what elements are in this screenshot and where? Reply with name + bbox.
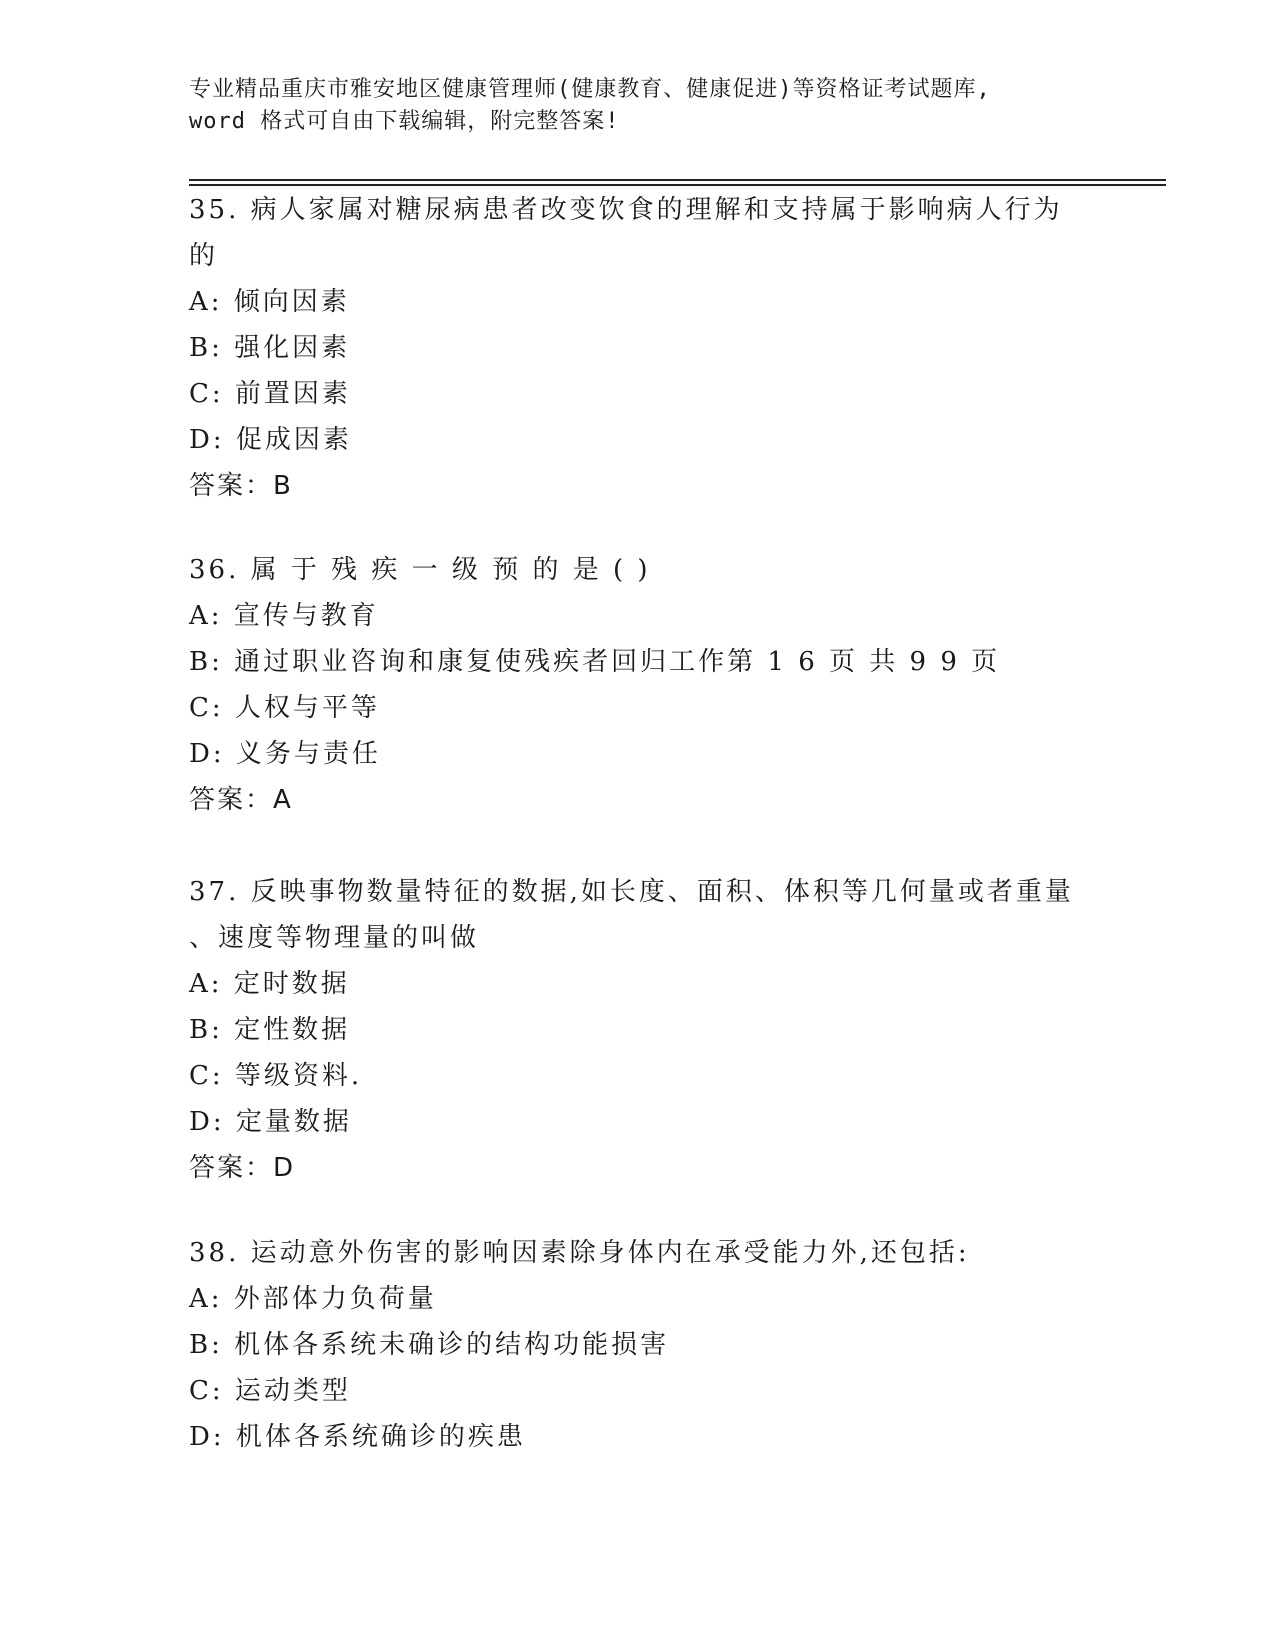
question-stem: 35. 病人家属对糖尿病患者改变饮食的理解和支持属于影响病人行为 [189, 195, 1063, 225]
answer-label: 答案：B [189, 471, 293, 501]
option-a: A: 宣传与教育 [189, 601, 379, 631]
option-c: C: 人权与平等 [189, 693, 380, 723]
question-stem: 、速度等物理量的叫做 [189, 923, 480, 953]
option-b: B: 机体各系统未确诊的结构功能损害 [189, 1330, 670, 1360]
option-d: D: 义务与责任 [189, 739, 381, 769]
option-b: B: 通过职业咨询和康复使残疾者回归工作第 1 6 页 共 9 9 页 [189, 647, 1001, 677]
answer-label: 答案：D [189, 1153, 296, 1183]
question-stem: 36. 属 于 残 疾 一 级 预 的 是 ( ) [189, 555, 651, 585]
option-d: D: 机体各系统确诊的疾患 [189, 1422, 526, 1452]
question-stem: 37. 反映事物数量特征的数据,如长度、面积、体积等几何量或者重量 [189, 877, 1074, 907]
header-line-1: 专业精品重庆市雅安地区健康管理师(健康教育、健康促进)等资格证考试题库, [189, 77, 991, 102]
option-c: C: 前置因素 [189, 379, 351, 409]
question-stem: 38. 运动意外伤害的影响因素除身体内在承受能力外,还包括: [189, 1238, 970, 1268]
document-header [189, 74, 1069, 138]
header-divider-bottom [189, 184, 1166, 186]
option-c: C: 等级资料. [189, 1061, 363, 1091]
option-a: A: 定时数据 [189, 969, 350, 999]
question-36 [189, 547, 1089, 823]
question-stem: 的 [189, 241, 219, 271]
option-c: C: 运动类型 [189, 1376, 351, 1406]
header-line-2: word 格式可自由下载编辑，附完整答案! [189, 109, 620, 134]
option-b: B: 强化因素 [189, 333, 351, 363]
answer-label: 答案：A [189, 785, 293, 815]
option-a: A: 外部体力负荷量 [189, 1284, 437, 1314]
question-37 [189, 869, 1089, 1191]
question-35 [189, 187, 1089, 509]
option-a: A: 倾向因素 [189, 287, 350, 317]
option-b: B: 定性数据 [189, 1015, 351, 1045]
header-divider-top [189, 179, 1166, 181]
question-38 [189, 1230, 1089, 1460]
option-d: D: 定量数据 [189, 1107, 352, 1137]
option-d: D: 促成因素 [189, 425, 352, 455]
